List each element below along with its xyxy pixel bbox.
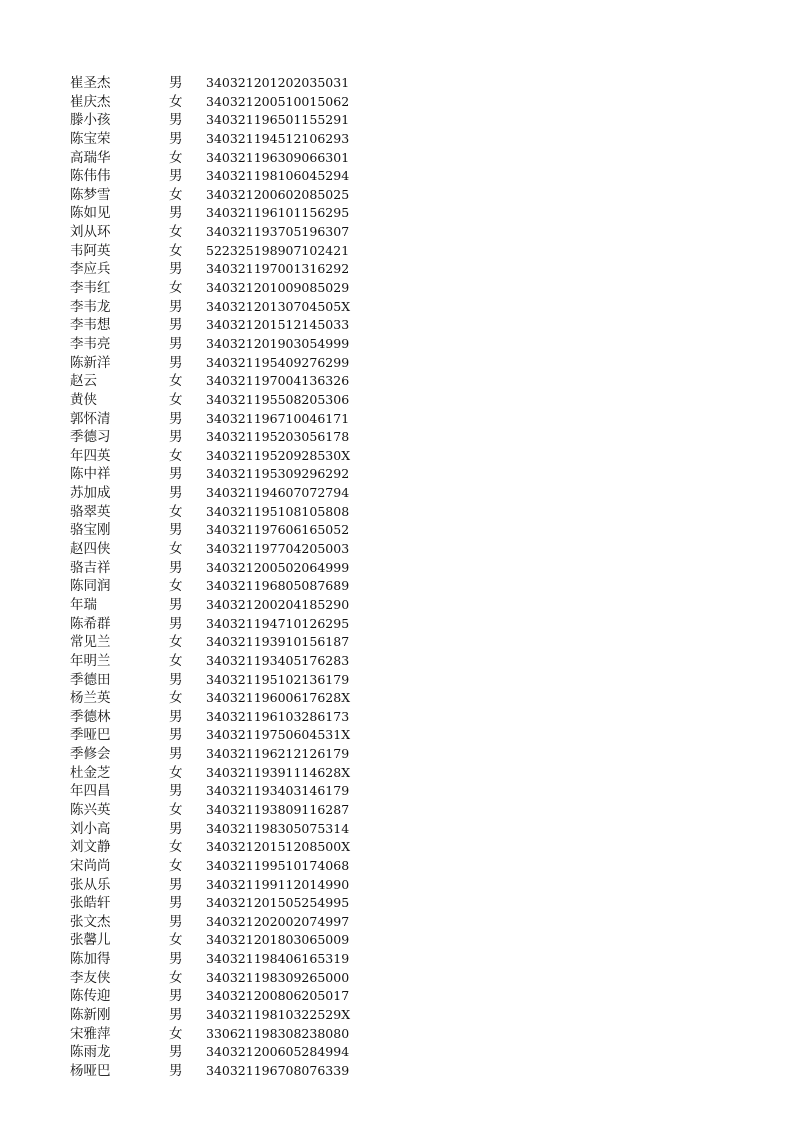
person-name: 陈同润 xyxy=(70,578,111,595)
person-name: 李应兵 xyxy=(70,261,111,278)
person-id-number: 340321196103286173 xyxy=(206,708,350,724)
person-id-number: 340321195409276299 xyxy=(206,354,350,370)
person-name: 陈传迎 xyxy=(70,988,111,1005)
person-id-number: 340321196212126179 xyxy=(206,746,350,762)
person-id-number: 522325198907102421 xyxy=(206,242,350,258)
table-row xyxy=(70,242,370,261)
person-gender: 男 xyxy=(169,298,183,315)
table-row xyxy=(70,130,370,149)
table-row xyxy=(70,111,370,130)
table-row xyxy=(70,391,370,410)
person-gender: 女 xyxy=(169,93,183,110)
person-id-number: 340321196710046171 xyxy=(206,410,350,426)
person-id-number: 340321200806205017 xyxy=(206,988,350,1004)
person-gender: 女 xyxy=(169,690,183,707)
person-id-number: 340321195203056178 xyxy=(206,429,350,445)
person-gender: 女 xyxy=(169,578,183,595)
person-gender: 女 xyxy=(169,839,183,856)
table-row xyxy=(70,708,370,727)
person-name: 杜金芝 xyxy=(70,764,111,781)
person-id-number: 340321194710126295 xyxy=(206,615,350,631)
table-row xyxy=(70,987,370,1006)
person-gender: 男 xyxy=(169,75,183,91)
person-name: 骆宝刚 xyxy=(70,522,111,539)
person-gender: 女 xyxy=(169,932,183,949)
person-id-number: 34032119391114628X xyxy=(206,764,351,780)
person-id-number: 340321194512106293 xyxy=(206,130,350,146)
person-id-number: 340321201803065009 xyxy=(206,932,350,948)
person-gender: 女 xyxy=(169,447,183,464)
person-gender: 女 xyxy=(169,764,183,781)
person-id-number: 34032119520928530X xyxy=(206,447,351,463)
person-name: 李韦亮 xyxy=(70,335,111,352)
person-name: 季修会 xyxy=(70,746,111,763)
person-gender: 女 xyxy=(169,391,183,408)
table-row xyxy=(70,633,370,652)
person-name: 李友侠 xyxy=(70,969,111,986)
person-gender: 男 xyxy=(169,130,183,147)
person-name: 季德林 xyxy=(70,708,111,725)
person-name: 张皓轩 xyxy=(70,895,111,912)
person-id-number: 34032119600617628X xyxy=(206,690,351,706)
person-id-number: 340321195309296292 xyxy=(206,466,350,482)
person-id-number: 340321200605284994 xyxy=(206,1044,350,1060)
person-id-number: 340321194607072794 xyxy=(206,485,350,501)
table-row xyxy=(70,726,370,745)
person-id-number: 34032120151208500X xyxy=(206,839,351,855)
person-gender: 女 xyxy=(169,801,183,818)
person-id-number: 340321200602085025 xyxy=(206,186,350,202)
person-id-number: 340321198305075314 xyxy=(206,820,350,836)
person-name: 季德习 xyxy=(70,429,111,446)
person-gender: 女 xyxy=(169,857,183,874)
person-gender: 男 xyxy=(169,820,183,837)
table-row xyxy=(70,484,370,503)
table-row xyxy=(70,447,370,466)
person-id-number: 340321196805087689 xyxy=(206,578,350,594)
table-row xyxy=(70,298,370,317)
table-row xyxy=(70,857,370,876)
person-id-number: 340321196501155291 xyxy=(206,112,350,128)
table-row xyxy=(70,74,370,93)
person-gender: 男 xyxy=(169,168,183,185)
person-name: 陈宝荣 xyxy=(70,130,111,147)
table-row xyxy=(70,1006,370,1025)
person-name: 杨哑巴 xyxy=(70,1062,111,1079)
table-row xyxy=(70,372,370,391)
person-name: 年四英 xyxy=(70,447,111,464)
table-row xyxy=(70,186,370,205)
person-id-number: 330621198308238080 xyxy=(206,1025,350,1041)
table-row xyxy=(70,410,370,429)
person-name: 苏加成 xyxy=(70,485,111,502)
person-name: 高瑞华 xyxy=(70,149,111,166)
person-id-number: 340321197606165052 xyxy=(206,522,350,538)
person-id-number: 34032119810322529X xyxy=(206,1007,351,1023)
person-id-number: 340321195102136179 xyxy=(206,671,350,687)
person-id-number: 340321199112014990 xyxy=(206,876,350,892)
table-row xyxy=(70,801,370,820)
person-gender: 男 xyxy=(169,783,183,800)
person-gender: 女 xyxy=(169,1025,183,1042)
person-name: 李韦红 xyxy=(70,280,111,297)
table-row xyxy=(70,93,370,112)
table-row xyxy=(70,465,370,484)
person-name: 刘文静 xyxy=(70,839,111,856)
person-name: 宋尚尚 xyxy=(70,857,111,874)
table-row xyxy=(70,428,370,447)
table-row xyxy=(70,354,370,373)
person-gender: 女 xyxy=(169,503,183,520)
person-name: 常见兰 xyxy=(70,634,111,651)
table-row xyxy=(70,969,370,988)
person-gender: 男 xyxy=(169,615,183,632)
person-name: 赵云 xyxy=(70,373,97,390)
person-id-number: 340321199510174068 xyxy=(206,857,350,873)
person-name: 李韦龙 xyxy=(70,298,111,315)
person-gender: 男 xyxy=(169,522,183,539)
table-row xyxy=(70,838,370,857)
person-id-number: 340321201202035031 xyxy=(206,75,350,90)
person-id-number: 340321193403146179 xyxy=(206,783,350,799)
person-name: 张文杰 xyxy=(70,913,111,930)
person-name: 年瑞 xyxy=(70,596,97,613)
person-gender: 女 xyxy=(169,541,183,558)
person-name: 季哑巴 xyxy=(70,727,111,744)
person-name: 宋雅萍 xyxy=(70,1025,111,1042)
person-gender: 女 xyxy=(169,969,183,986)
person-name: 陈兴英 xyxy=(70,801,111,818)
table-row xyxy=(70,335,370,354)
table-row xyxy=(70,1025,370,1044)
person-gender: 男 xyxy=(169,913,183,930)
person-id-number: 340321197704205003 xyxy=(206,541,350,557)
person-gender: 男 xyxy=(169,727,183,744)
person-gender: 男 xyxy=(169,112,183,129)
roster-table xyxy=(70,74,370,1081)
person-gender: 男 xyxy=(169,335,183,352)
person-name: 陈梦雪 xyxy=(70,186,111,203)
person-name: 骆翠英 xyxy=(70,503,111,520)
table-row xyxy=(70,503,370,522)
person-name: 陈加得 xyxy=(70,951,111,968)
person-name: 季德田 xyxy=(70,671,111,688)
person-gender: 男 xyxy=(169,671,183,688)
person-id-number: 340321201505254995 xyxy=(206,895,350,911)
table-row xyxy=(70,1043,370,1062)
person-name: 滕小孩 xyxy=(70,112,111,129)
person-gender: 男 xyxy=(169,317,183,334)
table-row xyxy=(70,596,370,615)
person-gender: 女 xyxy=(169,373,183,390)
person-gender: 女 xyxy=(169,280,183,297)
person-gender: 女 xyxy=(169,634,183,651)
person-id-number: 340321193809116287 xyxy=(206,801,350,817)
person-name: 陈如见 xyxy=(70,205,111,222)
person-gender: 男 xyxy=(169,951,183,968)
person-gender: 女 xyxy=(169,186,183,203)
table-row xyxy=(70,1062,370,1081)
person-gender: 男 xyxy=(169,1007,183,1024)
table-row xyxy=(70,782,370,801)
person-name: 崔庆杰 xyxy=(70,93,111,110)
person-gender: 男 xyxy=(169,895,183,912)
person-gender: 男 xyxy=(169,596,183,613)
person-id-number: 340321198106045294 xyxy=(206,168,350,184)
person-id-number: 340321193910156187 xyxy=(206,634,350,650)
person-id-number: 340321198406165319 xyxy=(206,951,350,967)
person-gender: 男 xyxy=(169,485,183,502)
person-gender: 男 xyxy=(169,205,183,222)
table-row xyxy=(70,876,370,895)
person-id-number: 340321195508205306 xyxy=(206,391,350,407)
table-row xyxy=(70,950,370,969)
table-row xyxy=(70,204,370,223)
person-gender: 男 xyxy=(169,988,183,1005)
person-gender: 男 xyxy=(169,466,183,483)
person-name: 崔圣杰 xyxy=(70,75,111,91)
person-id-number: 340321200510015062 xyxy=(206,93,350,109)
table-row xyxy=(70,260,370,279)
table-row xyxy=(70,671,370,690)
person-name: 赵四侠 xyxy=(70,541,111,558)
table-row xyxy=(70,316,370,335)
table-row xyxy=(70,540,370,559)
person-name: 陈伟伟 xyxy=(70,168,111,185)
table-row xyxy=(70,913,370,932)
table-row xyxy=(70,223,370,242)
person-id-number: 340321195108105808 xyxy=(206,503,350,519)
person-id-number: 340321193405176283 xyxy=(206,652,350,668)
person-gender: 男 xyxy=(169,746,183,763)
person-name: 年明兰 xyxy=(70,652,111,669)
person-id-number: 340321202002074997 xyxy=(206,913,350,929)
table-row xyxy=(70,521,370,540)
person-name: 韦阿英 xyxy=(70,242,111,259)
person-id-number: 340321201009085029 xyxy=(206,280,350,296)
person-gender: 女 xyxy=(169,652,183,669)
table-row xyxy=(70,689,370,708)
table-row xyxy=(70,577,370,596)
table-row xyxy=(70,615,370,634)
person-name: 陈中祥 xyxy=(70,466,111,483)
person-name: 杨兰英 xyxy=(70,690,111,707)
table-row xyxy=(70,820,370,839)
person-name: 陈希群 xyxy=(70,615,111,632)
person-gender: 男 xyxy=(169,261,183,278)
table-row xyxy=(70,149,370,168)
person-name: 年四昌 xyxy=(70,783,111,800)
table-row xyxy=(70,745,370,764)
table-row xyxy=(70,931,370,950)
person-name: 陈雨龙 xyxy=(70,1044,111,1061)
person-id-number: 340321200204185290 xyxy=(206,596,350,612)
person-gender: 女 xyxy=(169,224,183,241)
person-id-number: 340321196309066301 xyxy=(206,149,350,165)
person-gender: 男 xyxy=(169,559,183,576)
person-name: 刘小高 xyxy=(70,820,111,837)
person-id-number: 340321201512145033 xyxy=(206,317,350,333)
table-row xyxy=(70,894,370,913)
person-name: 李韦想 xyxy=(70,317,111,334)
person-name: 张馨儿 xyxy=(70,932,111,949)
person-id-number: 340321193705196307 xyxy=(206,224,350,240)
person-id-number: 34032120130704505X xyxy=(206,298,351,314)
person-gender: 男 xyxy=(169,354,183,371)
person-gender: 女 xyxy=(169,242,183,259)
person-id-number: 340321197001316292 xyxy=(206,261,350,277)
table-row xyxy=(70,279,370,298)
person-id-number: 340321201903054999 xyxy=(206,335,350,351)
table-row xyxy=(70,167,370,186)
person-name: 黄侠 xyxy=(70,391,97,408)
person-id-number: 340321196708076339 xyxy=(206,1062,350,1078)
person-gender: 男 xyxy=(169,1044,183,1061)
person-id-number: 340321198309265000 xyxy=(206,969,350,985)
person-id-number: 340321197004136326 xyxy=(206,373,350,389)
person-id-number: 340321196101156295 xyxy=(206,205,350,221)
person-gender: 女 xyxy=(169,149,183,166)
person-gender: 男 xyxy=(169,876,183,893)
person-name: 陈新洋 xyxy=(70,354,111,371)
person-name: 骆吉祥 xyxy=(70,559,111,576)
person-name: 郭怀清 xyxy=(70,410,111,427)
person-name: 刘从环 xyxy=(70,224,111,241)
table-row xyxy=(70,652,370,671)
person-gender: 男 xyxy=(169,429,183,446)
person-name: 陈新刚 xyxy=(70,1007,111,1024)
table-row xyxy=(70,559,370,578)
person-id-number: 340321200502064999 xyxy=(206,559,350,575)
person-name: 张从乐 xyxy=(70,876,111,893)
person-gender: 男 xyxy=(169,410,183,427)
table-row xyxy=(70,764,370,783)
person-id-number: 34032119750604531X xyxy=(206,727,351,743)
person-gender: 男 xyxy=(169,708,183,725)
person-gender: 男 xyxy=(169,1062,183,1079)
